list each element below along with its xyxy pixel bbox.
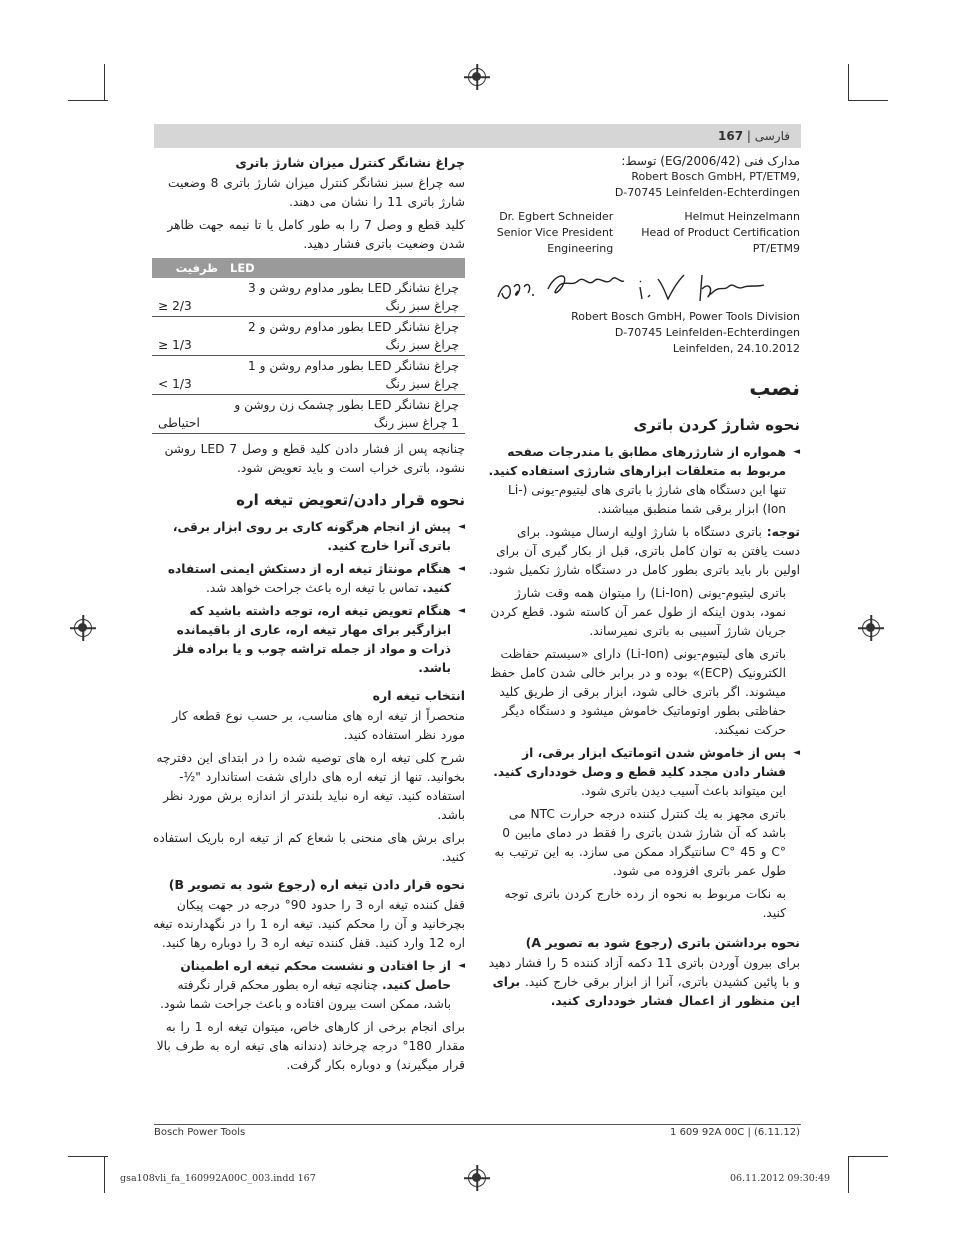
crop-mark bbox=[848, 1157, 849, 1193]
charger-bullet bbox=[488, 443, 800, 519]
header-language: فارسی bbox=[754, 129, 790, 143]
table-row bbox=[152, 356, 465, 395]
insert-blade-title: نحوه قرار دادن تیغه اره (رجوع شود به تصویر B) bbox=[168, 877, 465, 892]
signatures-image bbox=[488, 257, 800, 309]
declaration-address-1: Robert Bosch GmbH, Power Tools Division bbox=[571, 310, 800, 323]
led-paragraph-1: سه چراغ سبز نشانگر کنترل میزان شارژ باتری 8 وضعیت شارژ باتری 11 را نشان می دهند. bbox=[168, 176, 465, 209]
ntc-paragraph: باتری مجهز به یك کنترل کننده درجه حرارت NTC می باشد که آن شارژ شدن باتری را فقط در دمای مابین 0 °C و 45 °C سانتیگراد ممکن می سازد. به این ترتیب به طول عمر باتری افزوده می شود. bbox=[494, 807, 786, 878]
print-slug-file: gsa108vli_fa_160992A00C_003.indd 167 bbox=[120, 1173, 316, 1184]
table-cell-capacity: ≥ 1/3 bbox=[152, 317, 224, 356]
insert-paragraph-1: قفل کننده تیغه اره 3 را حدود 90° درجه در جهت پیکان بچرخانید و آن را محکم کنید. تیغه اره 1 را در نگهدارنده تیغه اره 12 وارد کنید. قفل کننده تیغه اره 3 را دوباره رها کنید. bbox=[153, 898, 465, 950]
blade-bullet-1: ◄ پیش از انجام هرگونه کاری بر روی ابزار برقی، باتری آنرا خارج کنید. bbox=[152, 518, 465, 556]
blade-title: نحوه قرار دادن/تعویض تیغه اره bbox=[236, 491, 465, 509]
declaration-signers bbox=[488, 209, 800, 257]
insert-paragraph-2: برای انجام برخی از کارهای خاص، میتوان تیغه اره 1 را به مقدار 180° درجه چرخاند (دندانه های تیغه اره به طرف بالا قرار میگیرند) و دوباره بکار گرفت. bbox=[156, 1020, 465, 1072]
led-paragraph-2: کلید قطع و وصل 7 را به طور کامل یا تا نیمه جهت ظاهر شدن وضعیت باتری فشار دهید. bbox=[167, 218, 465, 251]
blade-bullet-4-text: چنانچه تیغه اره بطور محکم قرار نگرفته باشد، ممکن است بیرون افتاده و باعث جراحت شما شود. bbox=[160, 978, 451, 1011]
header-page-number: 167 bbox=[718, 129, 744, 143]
section-title: نصب bbox=[749, 376, 800, 400]
signer-1-name: Dr. Egbert Schneider bbox=[499, 210, 614, 223]
charger-bullet-text: تنها این دستگاه های شارژ با باتری های لیتیوم-یونی (Li-Ion) ابزار برقی شما منطبق میباشند. bbox=[508, 483, 786, 516]
crop-mark bbox=[848, 1156, 888, 1157]
crop-mark bbox=[848, 100, 888, 101]
auto-shutoff-text: این میتواند باعث آسیب دیدن باتری شود. bbox=[581, 784, 786, 798]
page-header bbox=[680, 124, 790, 148]
declaration-address-2: D-70745 Leinfelden-Echterdingen bbox=[614, 326, 800, 339]
li-ion-paragraph: باتری لیتیوم-یونی (Li-Ion) را میتوان همه وقت شارژ نمود، بدون اینکه از طول عمر آن کاسته شود. قطع کردن جریان شارژ آسیبی به باتری نمیرساند. bbox=[490, 586, 786, 638]
select-paragraph-2: شرح کلی تیغه اره های توصیه شده را در ابتدای این دفترچه بخوانید. تنها از تیغه اره های دارای شفت استاندارد "½-استفاده کنید. تیغه اره نباید بلندتر از اندازه برش مورد نظر باشد. bbox=[156, 751, 465, 822]
left-column bbox=[152, 153, 465, 1079]
table-cell-led: چراغ نشانگر LED بطور چشمک زن روشن و 1 چراغ سبز رنگ bbox=[224, 395, 465, 434]
right-column bbox=[488, 153, 800, 1015]
declaration-company-2: D-70745 Leinfelden-Echterdingen bbox=[614, 186, 800, 199]
registration-mark-icon bbox=[468, 1169, 486, 1187]
table-cell-led: چراغ نشانگر LED بطور مداوم روشن و 2 چراغ سبز رنگ bbox=[224, 317, 465, 356]
crop-mark bbox=[104, 64, 105, 100]
table-cell-capacity: احتیاطی bbox=[152, 395, 224, 434]
led-title: چراغ نشانگر کنترل میزان شارژ باتری bbox=[235, 155, 465, 170]
table-cell-capacity: < 1/3 bbox=[152, 356, 224, 395]
blade-bullet-4 bbox=[152, 957, 465, 1014]
signer-1 bbox=[497, 209, 614, 257]
select-blade-title: انتخاب تیغه اره bbox=[372, 688, 465, 703]
crop-mark bbox=[68, 100, 108, 101]
charger-bullet-bold: همواره از شارژرهای مطابق با مندرجات صفحه مربوط به متعلقات ابزارهای شارژی استفاده کنید. bbox=[488, 445, 786, 478]
led-capacity-table bbox=[152, 258, 465, 434]
signer-1-dept: Engineering bbox=[547, 242, 614, 255]
signer-2-title: Head of Product Certification bbox=[641, 226, 800, 239]
handwritten-signature-icon bbox=[488, 257, 800, 309]
blade-bullet-2 bbox=[152, 560, 465, 598]
blade-bullet-2-bold: هنگام مونتاژ تیغه اره از دستکش ایمنی استفاده کنید. bbox=[167, 562, 451, 595]
table-cell-led: چراغ نشانگر LED بطور مداوم روشن و 1 چراغ سبز رنگ bbox=[224, 356, 465, 395]
table-header-row bbox=[152, 258, 465, 278]
remove-battery-title: نحوه برداشتن باتری (رجوع شود به تصویر A) bbox=[525, 935, 800, 950]
led-paragraph-3: چنانچه پس از فشار دادن کلید قطع و وصل 7 LED روشن نشود، باتری خراب است و باید تعویض شود. bbox=[164, 442, 465, 475]
table-cell-led: چراغ نشانگر LED بطور مداوم روشن و 3 چراغ سبز رنگ bbox=[224, 278, 465, 317]
note-label: توجه: bbox=[766, 525, 800, 539]
blade-bullet-2-text: تماس با تیغه اره باعث جراحت خواهد شد. bbox=[206, 581, 423, 595]
signer-2-name: Helmut Heinzelmann bbox=[684, 210, 800, 223]
signer-2 bbox=[641, 209, 800, 257]
table-row bbox=[152, 317, 465, 356]
auto-shutoff-bullet bbox=[488, 744, 800, 801]
ecp-paragraph: باتری های لیتیوم-یونی (Li-Ion) دارای «سیستم حفاظت الکترونیک (ECP)» بوده و در برابر خالی شدن کامل حفظ میشوند. اگر باتری خالی شود، ابزار برقی از طریق کلید حفاظتی بطور اوتوماتیک خاموش میشود و دستگاه دیگر حرکت نمیکند. bbox=[489, 647, 786, 737]
table-header-capacity: ظرفیت bbox=[152, 258, 224, 278]
crop-mark bbox=[104, 1157, 105, 1193]
crop-mark bbox=[68, 1156, 108, 1157]
table-header-led: LED bbox=[224, 258, 465, 278]
disposal-paragraph: به نکات مربوط به نحوه از رده خارج کردن باتری توجه کنید. bbox=[504, 887, 786, 920]
table-row bbox=[152, 278, 465, 317]
select-paragraph-1: منحصراً از تیغه اره های مناسب، بر حسب نوع قطعه کار مورد نظر استفاده کنید. bbox=[172, 709, 465, 742]
charging-title: نحوه شارژ کردن باتری bbox=[633, 416, 800, 434]
crop-mark bbox=[848, 64, 849, 100]
installation-section bbox=[488, 373, 800, 1011]
select-paragraph-3: برای برش های منحنی با شعاع کم از تیغه اره باریک استفاده کنید. bbox=[152, 831, 465, 864]
footer-doc-number: 1 609 92A 00C | (6.11.12) bbox=[670, 1127, 800, 1138]
remove-battery-body: برای بیرون آوردن باتری 11 دکمه آزاد کننده 5 را فشار دهید و با پائین کشیدن باتری، آنرا از ابزار برقی خارج کنید. bbox=[488, 956, 800, 989]
print-slug-date: 06.11.2012 09:30:49 bbox=[730, 1173, 831, 1184]
remove-battery-bold: برای این منظور از اعمال فشار خودداری کنید. bbox=[492, 975, 800, 1008]
table-row bbox=[152, 395, 465, 434]
declaration-address-3: Leinfelden, 24.10.2012 bbox=[672, 342, 800, 355]
note-text: باتری دستگاه با شارژ اولیه ارسال میشود. برای دست یافتن به توان کامل باتری، قبل از بکار گیری آن برای اولین بار باید باتری بطور کامل در دستگاه شارژ تکمیل شود. bbox=[488, 525, 800, 577]
registration-mark-icon bbox=[468, 68, 486, 86]
table-cell-capacity: ≥ 2/3 bbox=[152, 278, 224, 317]
note-paragraph bbox=[488, 523, 800, 580]
declaration-block bbox=[488, 153, 800, 357]
declaration-company-1: Robert Bosch GmbH, PT/ETM9, bbox=[631, 170, 800, 183]
footer-brand: Bosch Power Tools bbox=[154, 1127, 246, 1138]
footer-rule bbox=[154, 1124, 801, 1125]
declaration-intro: مدارک فنی (2006/42/EG) توسط: bbox=[621, 154, 800, 168]
signer-2-dept: PT/ETM9 bbox=[752, 242, 800, 255]
header-separator: | bbox=[743, 129, 751, 143]
blade-bullet-4-bold: از جا افتادن و نشست محکم تیغه اره اطمینان حاصل کنید. bbox=[180, 959, 451, 992]
signer-1-title: Senior Vice President bbox=[496, 226, 614, 239]
auto-shutoff-bold: پس از خاموش شدن اتوماتیک ابزار برقی، از فشار دادن مجدد کلید قطع و وصل خودداری کنید. bbox=[493, 746, 786, 779]
remove-battery-text bbox=[488, 954, 800, 1011]
registration-mark-icon bbox=[74, 619, 92, 637]
blade-bullet-3: ◄ هنگام تعویض تیغه اره، توجه داشته باشید که ابزارگیر برای مهار تیغه اره، عاری از باقیمانده ذرات و مواد از جمله تراشه چوب و یا براده فلز باشد. bbox=[152, 602, 465, 678]
registration-mark-icon bbox=[862, 619, 880, 637]
